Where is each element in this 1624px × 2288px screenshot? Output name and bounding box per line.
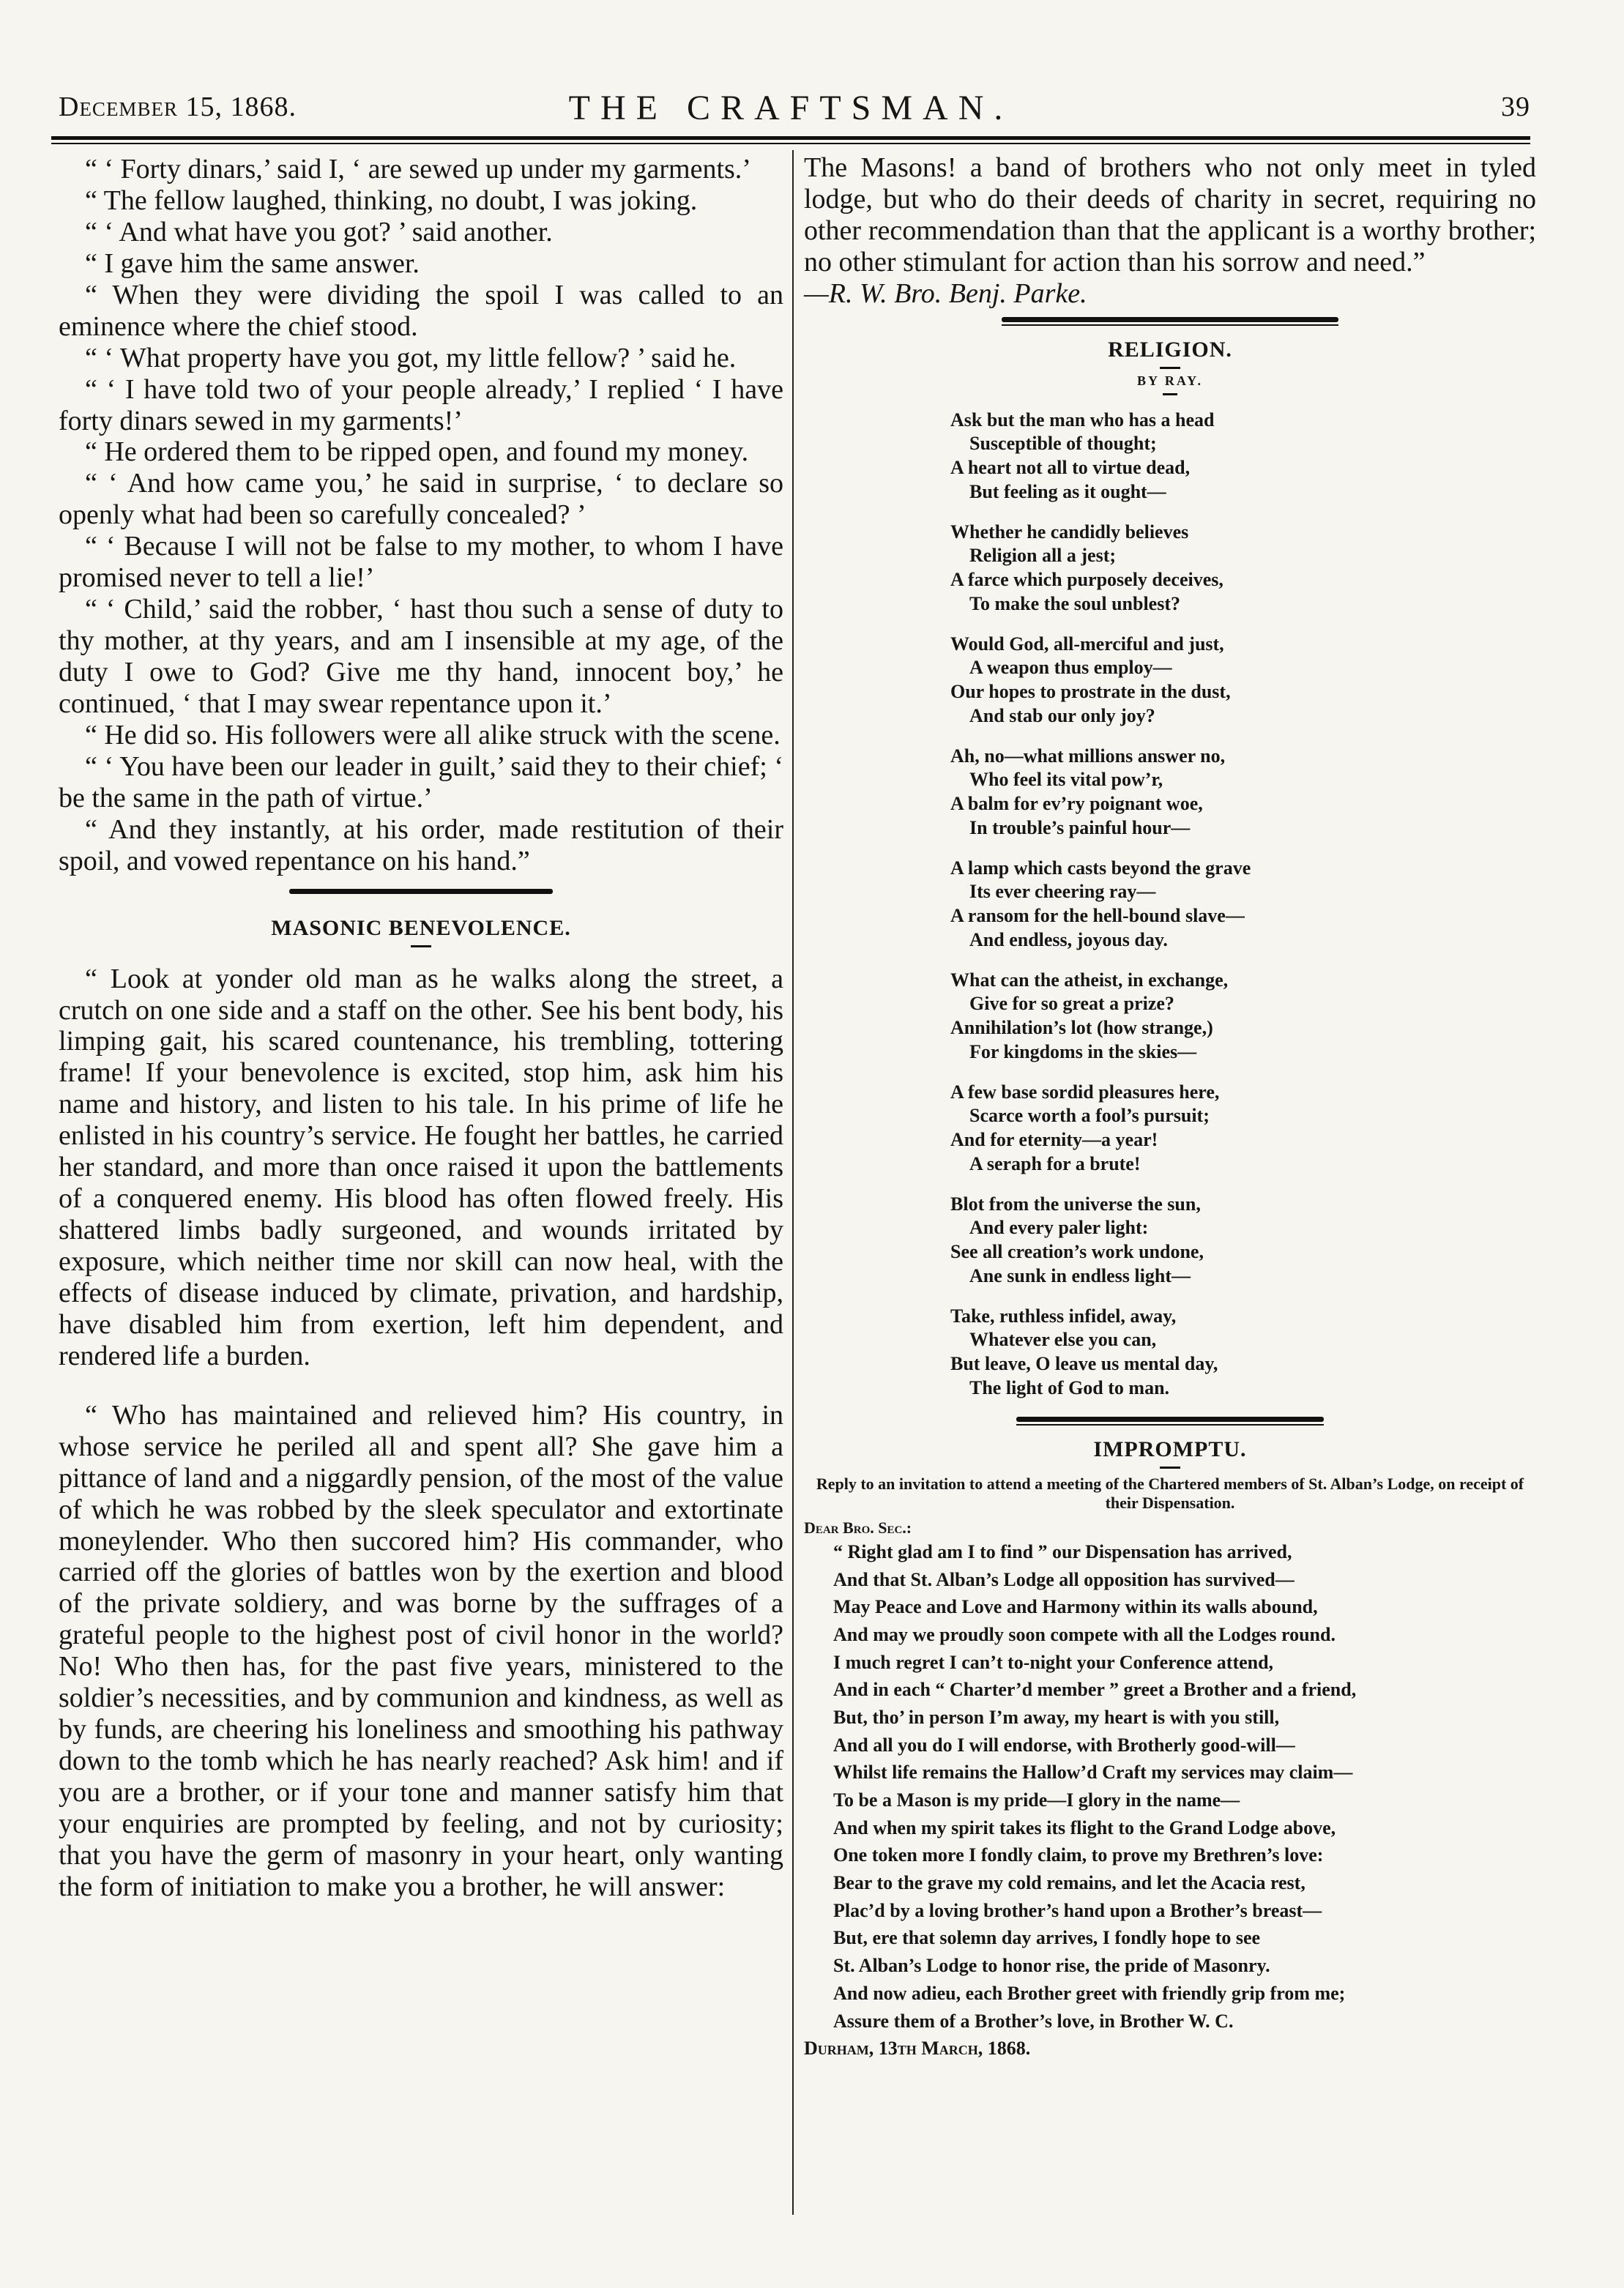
attribution: —R. W. Bro. Benj. Parke. bbox=[804, 277, 1087, 309]
poem-line: And all you do I will endorse, with Brotherly good-will— bbox=[833, 1734, 1295, 1756]
poem-line: Our hopes to prostrate in the dust, bbox=[950, 681, 1231, 703]
page-number: 39 bbox=[1501, 92, 1530, 122]
poem-line: A few base sordid pleasures here, bbox=[950, 1081, 1220, 1103]
poem-religion bbox=[950, 409, 1536, 1401]
story-paragraph: “ ‘ And what have you got? ’ said another. bbox=[85, 216, 553, 247]
poem-line: And now adieu, each Brother greet with friendly grip from me; bbox=[833, 1982, 1346, 2004]
poem-line: And stab our only joy? bbox=[969, 704, 1155, 726]
story-paragraph: “ ‘ Forty dinars,’ said I, ‘ are sewed up under my garments.’ bbox=[85, 154, 751, 185]
poem-line: Ah, no—what millions answer no, bbox=[950, 745, 1226, 767]
section-heading-benevolence: MASONIC BENEVOLENCE. bbox=[271, 915, 571, 940]
poem-stanza bbox=[950, 1193, 1536, 1289]
byline-dash bbox=[1163, 393, 1177, 395]
poem-line: Would God, all-merciful and just, bbox=[950, 633, 1224, 655]
poem-line: Blot from the universe the sun, bbox=[950, 1193, 1201, 1215]
poem-line: A seraph for a brute! bbox=[969, 1152, 1141, 1174]
benevolence-article bbox=[59, 964, 783, 1903]
benevolence-continuation bbox=[804, 152, 1536, 310]
poem-line: But feeling as it ought— bbox=[969, 480, 1166, 502]
poem-stanza bbox=[950, 633, 1536, 728]
article-paragraph: “ Look at yonder old man as he walks along the street, a crutch on one side and a staff on the other. See his bent body, his limping gait, his scared countenance, his trembling, tottering frame! If your benevolence is excited, stop him, ask him his name and history, and listen to his tale. In his prime of life he enlisted in his country’s service. He fought her battles, he carried her standard, and more than once raised it upon the battlements of a conquered enemy. His blood has often flowed freely. His shattered limbs badly surgeoned, and wounds irritated by exposure, which neither time nor skill can now heal, with the effects of disease induced by climate, privation, and hardship, have disabled him from exertion, left him dependent, and rendered life a burden. bbox=[59, 963, 783, 1371]
story-paragraph: “ I gave him the same answer. bbox=[85, 247, 420, 279]
story-paragraph: “ He ordered them to be ripped open, and found my money. bbox=[85, 436, 749, 468]
poem-line: And in each “ Charter’d member ” greet a Brother and a friend, bbox=[833, 1679, 1357, 1701]
poem-line: Ask but the man who has a head bbox=[950, 409, 1215, 431]
poem-line: Scarce worth a fool’s pursuit; bbox=[969, 1105, 1210, 1127]
poem-line: One token more I fondly claim, to prove my Brethren’s love: bbox=[833, 1844, 1324, 1866]
poem-stanza bbox=[950, 1081, 1536, 1177]
poem-line: Annihilation’s lot (how strange,) bbox=[950, 1017, 1213, 1039]
poem-line: And that St. Alban’s Lodge all opposition has survived— bbox=[833, 1568, 1295, 1590]
heading-dash bbox=[411, 945, 431, 947]
impromptu-intro: Reply to an invitation to attend a meeting of the Chartered members of St. Alban’s Lodge, on receipt of their Dispensation. bbox=[816, 1474, 1524, 1513]
page-header bbox=[51, 88, 1530, 132]
poem-line: But, ere that solemn day arrives, I fondly hope to see bbox=[833, 1927, 1261, 1949]
poem-byline: BY RAY. bbox=[1136, 373, 1204, 388]
poem-line: And may we proudly soon compete with all the Lodges round. bbox=[833, 1623, 1336, 1645]
poem-line: To be a Mason is my pride—I glory in the name— bbox=[833, 1789, 1240, 1811]
continuation-paragraph: The Masons! a band of brothers who not only meet in tyled lodge, but who do their deeds of charity in secret, requiring no other recommendation than that the applicant is a worthy brother; no other stimulant for action than his sorrow and need.” bbox=[804, 152, 1536, 277]
poem-line: The light of God to man. bbox=[969, 1376, 1170, 1398]
heading-dash bbox=[1160, 1467, 1180, 1469]
story-continuation bbox=[59, 154, 783, 877]
poem-line: Whilst life remains the Hallow’d Craft my services may claim— bbox=[833, 1762, 1353, 1784]
poem-line: Plac’d by a loving brother’s hand upon a Brother’s breast— bbox=[833, 1899, 1322, 1921]
poem-stanza bbox=[950, 409, 1536, 504]
poem-line: St. Alban’s Lodge to honor rise, the pride of Masonry. bbox=[833, 1955, 1270, 1977]
poem-line: Whatever else you can, bbox=[969, 1329, 1157, 1351]
section-rule bbox=[1016, 1417, 1324, 1422]
header-rule-thin bbox=[51, 143, 1530, 144]
poem-line: May Peace and Love and Harmony within its walls abound, bbox=[833, 1596, 1318, 1618]
story-paragraph: “ The fellow laughed, thinking, no doubt, I was joking. bbox=[85, 185, 698, 216]
poem-line: Take, ruthless infidel, away, bbox=[950, 1305, 1177, 1327]
poem-line: A lamp which casts beyond the grave bbox=[950, 857, 1251, 879]
section-rule bbox=[1002, 317, 1338, 322]
poem-line: What can the atheist, in exchange, bbox=[950, 969, 1229, 991]
poem-line: A balm for ev’ry poignant woe, bbox=[950, 793, 1203, 815]
impromptu-poem bbox=[833, 1538, 1536, 2035]
poem-line: I much regret I can’t to-night your Conference attend, bbox=[833, 1651, 1274, 1673]
poem-line: Give for so great a prize? bbox=[969, 993, 1174, 1015]
poem-line: For kingdoms in the skies— bbox=[969, 1040, 1197, 1062]
poem-line: But, tho’ in person I’m away, my heart is with you still, bbox=[833, 1706, 1280, 1728]
poem-line: Its ever cheering ray— bbox=[969, 881, 1156, 903]
issue-date: December 15, 1868. bbox=[59, 92, 297, 122]
poem-line: And every paler light: bbox=[969, 1217, 1149, 1239]
impromptu-signoff: Durham, 13th March, 1868. bbox=[804, 2038, 1031, 2060]
poem-stanza bbox=[950, 745, 1536, 841]
poem-line: Whether he candidly believes bbox=[950, 521, 1189, 543]
poem-stanza bbox=[950, 969, 1536, 1065]
story-paragraph: “ ‘ Because I will not be false to my mother, to whom I have promised never to tell a lie!’ bbox=[59, 531, 783, 594]
header-rule bbox=[51, 136, 1530, 140]
poem-stanza bbox=[950, 1305, 1536, 1401]
poem-line: A farce which purposely deceives, bbox=[950, 569, 1223, 591]
poem-line: And for eternity—a year! bbox=[950, 1129, 1158, 1151]
heading-dash bbox=[1160, 367, 1180, 369]
poem-stanza bbox=[950, 521, 1536, 616]
story-paragraph: “ ‘ What property have you got, my little fellow? ’ said he. bbox=[85, 342, 737, 373]
poem-line: And endless, joyous day. bbox=[969, 928, 1168, 950]
section-rule bbox=[289, 889, 553, 894]
poem-line: Assure them of a Brother’s love, in Brother W. C. bbox=[833, 2010, 1234, 2032]
poem-line: In trouble’s painful hour— bbox=[969, 816, 1191, 838]
section-heading-religion: RELIGION. bbox=[1108, 337, 1232, 362]
poem-line: But leave, O leave us mental day, bbox=[950, 1353, 1218, 1375]
poem-line: See all creation’s work undone, bbox=[950, 1241, 1204, 1263]
left-column bbox=[59, 154, 783, 1903]
story-paragraph: “ ‘ And how came you,’ he said in surprise, ‘ to declare so openly what had been so carefully concealed? ’ bbox=[59, 468, 783, 531]
right-column bbox=[804, 152, 1536, 2062]
article-paragraph: “ Who has maintained and relieved him? His country, in whose service he periled all and spent all? She gave him a pittance of land and a niggardly pension, of the most of the value of which he was robbed by the sleek speculator and extortinate moneylender. Who then succored him? His commander, who carried off the glories of battles won by the exertion and blood of the private soldiery, and was borne by the suffrages of a grateful people to the highest post of civil honor in the world? No! Who then has, for the past five years, ministered to the soldier’s necessities, and by communion and kindness, as well as by funds, are cheering his loneliness and smoothing his pathway down to the tomb which he has nearly reached? Ask him! and if you are a brother, or if your tone and manner satisfy him that your enquiries are prompted by feeling, and not by curiosity; that you have the germ of masonry in your heart, only wanting the form of initiation to make you a brother, he will answer: bbox=[59, 1399, 783, 1902]
poem-line: “ Right glad am I to find ” our Dispensation has arrived, bbox=[833, 1540, 1292, 1562]
story-paragraph: “ ‘ You have been our leader in guilt,’ said they to their chief; ‘ be the same in the path of virtue.’ bbox=[59, 750, 783, 813]
story-paragraph: “ ‘ Child,’ said the robber, ‘ hast thou such a sense of duty to thy mother, at thy years, and am I insensible at my age, of the duty I owe to God? Give me thy hand, innocent boy,’ he continued, ‘ that I may swear repentance upon it.’ bbox=[59, 594, 783, 719]
column-divider bbox=[792, 150, 794, 2215]
poem-line: Ane sunk in endless light— bbox=[969, 1264, 1191, 1286]
poem-line: A weapon thus employ— bbox=[969, 657, 1172, 679]
poem-line: Who feel its vital pow’r, bbox=[969, 769, 1163, 791]
poem-line: Susceptible of thought; bbox=[969, 433, 1157, 455]
story-paragraph: “ When they were dividing the spoil I was called to an eminence where the chief stood. bbox=[59, 279, 783, 342]
impromptu-salutation: Dear Bro. Sec.: bbox=[804, 1518, 912, 1538]
story-paragraph: “ He did so. His followers were all alike struck with the scene. bbox=[85, 719, 781, 750]
poem-line: A ransom for the hell-bound slave— bbox=[950, 905, 1245, 927]
section-heading-impromptu: IMPROMPTU. bbox=[1093, 1436, 1247, 1461]
newspaper-title: THE CRAFTSMAN. bbox=[568, 89, 1013, 127]
poem-line: Religion all a jest; bbox=[969, 545, 1117, 567]
poem-line: And when my spirit takes its flight to the Grand Lodge above, bbox=[833, 1816, 1336, 1838]
story-paragraph: “ And they instantly, at his order, made restitution of their spoil, and vowed repentance on his hand.” bbox=[59, 813, 783, 876]
poem-line: Bear to the grave my cold remains, and let the Acacia rest, bbox=[833, 1872, 1305, 1894]
poem-line: To make the soul unblest? bbox=[969, 592, 1180, 614]
poem-line: A heart not all to virtue dead, bbox=[950, 457, 1191, 479]
poem-stanza bbox=[950, 857, 1536, 953]
story-paragraph: “ ‘ I have told two of your people already,’ I replied ‘ I have forty dinars sewed in my garments!’ bbox=[59, 373, 783, 436]
